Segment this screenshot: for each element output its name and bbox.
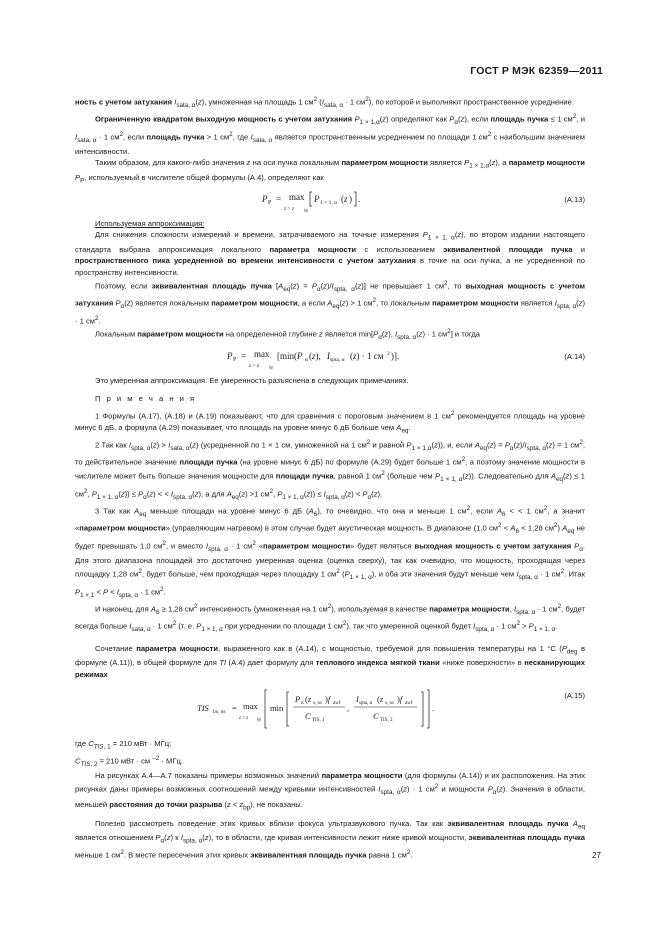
equation-a13 bbox=[75, 190, 585, 214]
svg-text:α: α bbox=[305, 356, 308, 363]
svg-text:)].: )]. bbox=[391, 350, 400, 361]
svg-text:max: max bbox=[289, 191, 305, 202]
svg-text:P: P bbox=[262, 193, 268, 204]
equation-number: (А.13) bbox=[564, 194, 585, 204]
svg-text:(z),: (z), bbox=[309, 350, 321, 361]
svg-text:spta, α: spta, α bbox=[359, 701, 373, 707]
svg-text:awf: awf bbox=[333, 701, 341, 707]
svg-text:P: P bbox=[233, 356, 237, 363]
paragraph: Полезно рассмотреть поведение этих кривых вблизи фокуса ультразвукового пучка. Так как эквивалентная площадь пучка $A_{eq}$ является отношением $P_\alpha(z)$ к $I_{spta, \alpha}(z)$, то в области, где кривая интенсивности лежит ниже кривой мощности, эквивалентная площадь пучка меньше 1 $см^2$. В месте пересечения этих кривых эквивалентная площадь пучка равна 1 $см^2$. bbox=[75, 818, 586, 860]
svg-text:[min(P: [min(P bbox=[277, 350, 303, 361]
svg-text:)f: )f bbox=[325, 694, 331, 705]
svg-text:)f: )f bbox=[397, 694, 403, 705]
svg-text:1 × 1, α: 1 × 1, α bbox=[320, 199, 337, 206]
note-item: 1 Формулы (А.17), (А.18) и (А.19) показывают, что для сравнения с пороговым значением в 1 $см^2$ рекомендуется площадь на уровне минус 6 дБ, а формула (А.29) показывает, что площадь на уровне минус 6 дБ больше чем $A_{eq}$. bbox=[75, 410, 586, 435]
svg-text:P: P bbox=[314, 193, 320, 204]
svg-text:bs, ns: bs, ns bbox=[213, 709, 226, 716]
svg-text:I: I bbox=[356, 694, 359, 705]
paragraph: Ограниченную квадратом выходную мощность с учетом затухания $P_{1 \times 1,\alpha}(z)$ определяют как $P_\alpha(z)$, если площадь пучка ≤ 1 $см^2$, и $I_{sata, \alpha} \cdot 1$ $см^2$, если площадь пучка > 1 $см^2$, где $I_{sata, \alpha}$ является пространственным усреднением по площади 1 $см^2$ с наибольшим значением интенсивности. bbox=[75, 113, 585, 157]
svg-text:TIS, 2: TIS, 2 bbox=[380, 718, 393, 724]
note-item: И наконец, для $A_6 \ge 1,28$ $см^2$ интенсивность (умноженная на 1 $см^2$), используемая в качестве параметра мощности, $I_{spta, \alpha} \cdot 1$ $см^2$, будет всегда больше $I_{sata, \alpha} \cdot 1$ $см^2$ (т. е. $P_{1 \times 1, \alpha}$ при усреднении по площади 1 $см^2$), так что умеренной оценкой будет $I_{spta, \alpha} \cdot 1$ $см^2 > P_{1 \times 1, \alpha}$. bbox=[75, 602, 586, 634]
svg-text:2: 2 bbox=[387, 350, 390, 357]
svg-text:): ) bbox=[349, 193, 352, 204]
definition: где $C_{TIS, 1} = 210$ мВт · МГц; bbox=[75, 739, 172, 751]
note-item: 2 Так как $I_{spta, \alpha}(z) > I_{sata, \alpha}(z)$ (усредненной по 1 × 1 см, умноженной на 1 $см^2$ и равной $P_{1 \times 1,\alpha}(z)$), и, если $A_{eq}(z) = P_\alpha(z)/I_{spta, \alpha}(z) = 1$ $см^2$, то действительное значение площади пучка (на уровне минус 6 дБ) по формуле (А.29) будет больше 1 $см^2$, а поэтому значение мощности в числителе может быть больше значения мощности для площади пучка, равной 1 $см^2$ (больше чем $P_{1 \times 1, \alpha}(z)$). Следовательно для $A_{eq}(z) \le 1$ $см^2$, $P_{1 \times 1, \alpha}(z)) \le P_\alpha(z)$ < < $I_{spta, \alpha}(z)$, а для $A_{eq}(z) >1$ $см^2$, $P_{1 \times 1, \alpha}(z)) \le I_{spta, \alpha}(z) < P_\alpha(z)$. bbox=[75, 439, 586, 501]
svg-text:(z: (z bbox=[305, 694, 312, 705]
definition: $C_{TIS, 2} = 210$ мВт · см $^{-2}$ · МГц. bbox=[75, 754, 183, 768]
paragraph: Поэтому, если эквивалентная площадь пучка $[A_{eq}(z) = P_\alpha(z)/I_{spta, \alpha}(z)]$ не превышает 1 $см^2$, то выходная мощность с учетом затухания $P_\alpha(z)$ является локальным параметром мощности, а если $A_{eq}(z) > 1$ $см^2$, то локальным параметром мощности является $I_{spta, \alpha}(z) \cdot 1$ $см^2$. bbox=[75, 279, 585, 326]
svg-text:s, ns: s, ns bbox=[313, 701, 322, 707]
svg-text:P: P bbox=[227, 350, 233, 361]
svg-text:I: I bbox=[327, 350, 330, 361]
svg-text:=: = bbox=[276, 193, 282, 204]
svg-text:z > z: z > z bbox=[284, 205, 295, 212]
note-item: 3 Так как $A_{eq}$ меньше площади на уровне минус 6 дБ $(A_6)$, то очевидно, что она и меньше 1 $см^2$, если $A_6$ < < 1 $см^2$, а значит «параметром мощности» (управляющим нагревом) в этом случае будет акустическая мощность. В диапазоне (1,0 $см^2 < A_6 < 1,28$ $см^2$) $A_{eq}$ не будет превышать 1,0 $см^2$, и вместо $I_{spta, \alpha} \cdot 1$ $см^2$ «параметром мощности» будет являться выходная мощность с учетом затухания $P_\alpha$. Для этого диапазона площадей это достаточно умеренная оценка (оценка сверху), так как очевидно, что мощность, проходящая через площадку 1,28 $см^2$, будет больше, чем проходящая через площадку 1 $см^2$ $(P_{1 \times 1, \alpha})$, и оба эти значения будут меньше чем $I_{spta, \alpha} \cdot 1$ $см^2$. Итак $P_{1 \times 1} < P < I_{spta, \alpha} \cdot 1$ $см^2$. bbox=[75, 504, 585, 599]
svg-text:min: min bbox=[270, 703, 284, 714]
svg-text:C: C bbox=[373, 711, 379, 722]
svg-text:P: P bbox=[295, 694, 301, 705]
svg-text:,: , bbox=[347, 703, 350, 714]
svg-text:=: = bbox=[241, 350, 247, 361]
svg-text:TIS, 1: TIS, 1 bbox=[312, 718, 325, 724]
paragraph: Таким образом, для какого-либо значения z на оси пучка локальным параметром мощности является $P_{1 \times 1,\alpha}(z)$, а параметр мощности $P_P$, используемый в числителе общей формулы (А.4), определяют как bbox=[75, 158, 585, 185]
paragraph: На рисунках А.4—А.7 показаны примеры возможных значений параметра мощности (для формулы (А.14)) и их расположения. На этих рисунках даны примеры возможных соотношений между кривыми интенсивностей $I_{spta, \alpha}(z) \cdot 1$ $см^2$ и мощности $P_\alpha(z)$. Значения в области, меньшей расстояния до точки разрыва $(z < z_{bp})$, не показаны. bbox=[75, 771, 586, 812]
paragraph: Используемая аппроксимация: bbox=[95, 218, 205, 228]
paragraph: Это умеренная аппроксимация. Ее умеренность разъяснена в следующих примечаниях. bbox=[95, 375, 409, 385]
svg-text:α: α bbox=[301, 701, 304, 707]
svg-text:max: max bbox=[254, 348, 270, 359]
svg-text:=: = bbox=[232, 703, 237, 714]
svg-text:C: C bbox=[305, 711, 311, 722]
equation-a14 bbox=[75, 347, 585, 371]
paragraph: ность с учетом затухания $I_{sata, \alpha}(z)$, умноженная на площадь 1 $см^2$ ($I_{sata, \alpha} \cdot 1$ $см^2$), по которой и выполняют пространственное усреднение. bbox=[75, 96, 574, 110]
equation-number: (А.15) bbox=[564, 691, 585, 701]
page-number: 27 bbox=[592, 851, 601, 860]
equation-a13-graphic bbox=[260, 190, 400, 214]
svg-text:(z: (z bbox=[377, 694, 384, 705]
svg-text:awf: awf bbox=[405, 701, 413, 707]
paragraph: Сочетание параметра мощности, выраженного как в (А.14), с мощностью, требуемой для повышения температуры на 1 °С ($P_{deg}$ в формуле (А.11)), в общей формуле для TI (А.4) дает формулу для теплового индекса мягкой ткани «ниже поверхности» в несканирующих режимах bbox=[75, 643, 585, 679]
notes-heading: П р и м е ч а н и я bbox=[95, 394, 197, 404]
equation-number: (А.14) bbox=[564, 351, 585, 361]
svg-text:spta, α: spta, α bbox=[330, 356, 345, 363]
svg-text:z > z: z > z bbox=[239, 716, 249, 722]
svg-text:(: ( bbox=[341, 193, 344, 204]
svg-text:TIS: TIS bbox=[197, 703, 209, 714]
svg-text:(z) · 1 см: (z) · 1 см bbox=[350, 350, 384, 361]
svg-text:max: max bbox=[243, 701, 258, 712]
paragraph: Локальным параметром мощности на определенной глубине z является $\min[P_\alpha(z)$, $I_{spta, \alpha}(z) \cdot 1$ $см^2$] и тогда bbox=[95, 328, 480, 342]
equation-a15-graphic bbox=[195, 686, 465, 732]
svg-text:.: . bbox=[358, 193, 361, 204]
svg-text:z: z bbox=[344, 193, 348, 204]
paragraph: Для снижения сложности измерений и времени, затрачиваемого на точные измерения $P_{1 \times 1, \alpha}(z)$, во втором издании настоящего стандарта выбрана аппроксимация локального параметра мощности с использованием эквивалентной площади пучка и пространственного пика усредненной во времени интенсивности с учетом затухания в точке на оси пучка, а не усредненной по пространству интенсивности. bbox=[75, 230, 585, 277]
svg-text:bp: bp bbox=[304, 207, 309, 213]
svg-text:bp: bp bbox=[269, 364, 274, 370]
svg-text:P: P bbox=[268, 199, 272, 206]
svg-text:.: . bbox=[432, 703, 435, 714]
standard-header: ГОСТ Р МЭК 62359—2011 bbox=[470, 65, 603, 77]
equation-a15 bbox=[75, 686, 585, 732]
document-body bbox=[75, 94, 585, 861]
svg-text:z > z: z > z bbox=[249, 362, 260, 369]
equation-a14-graphic bbox=[225, 347, 435, 371]
svg-text:bp: bp bbox=[257, 716, 261, 722]
svg-text:s, ns: s, ns bbox=[385, 701, 394, 707]
